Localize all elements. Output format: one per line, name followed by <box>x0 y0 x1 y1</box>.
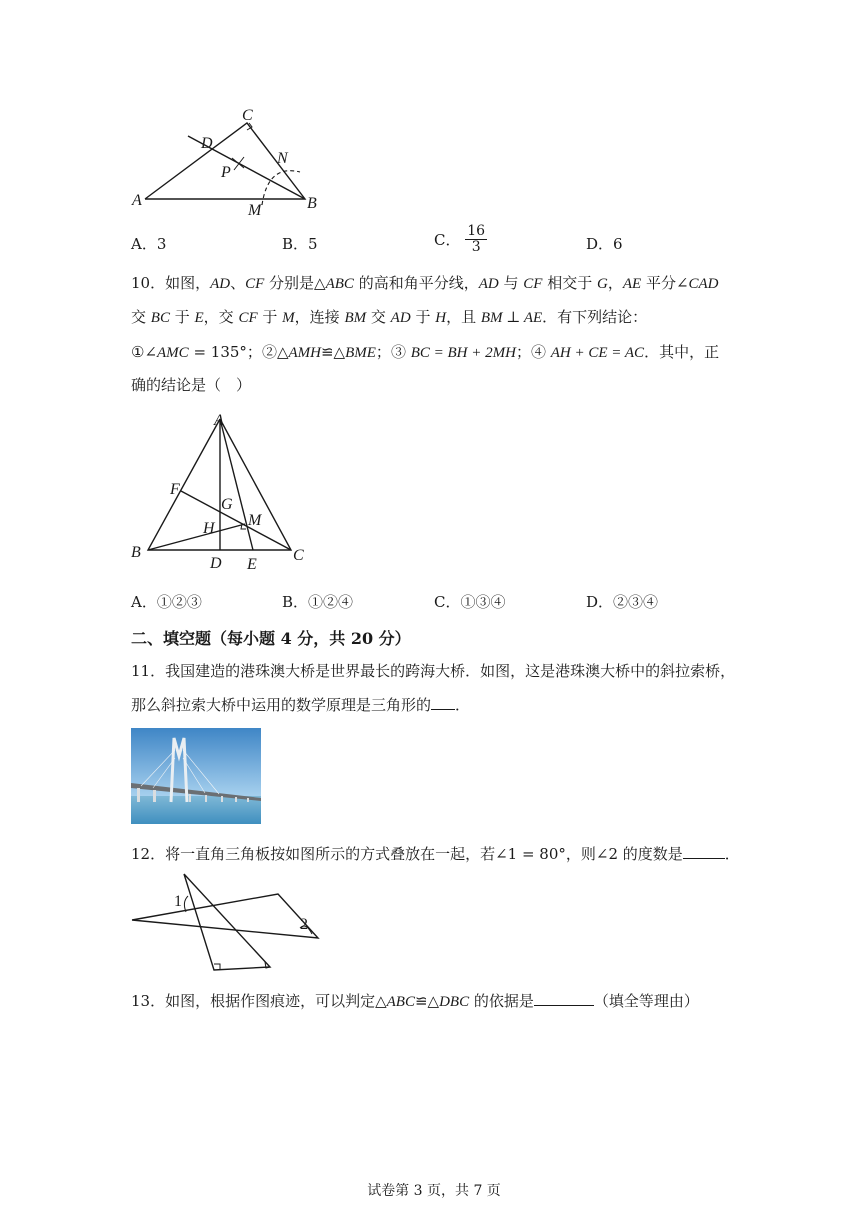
bridge-photo <box>131 728 261 824</box>
q10-line1: 10．如图，AD、CF 分别是△ABC 的高和角平分线，AD 与 CF 相交于 G，AE 平分∠CAD <box>131 274 719 292</box>
q13-answer-blank[interactable] <box>534 1004 594 1006</box>
q9-option-d[interactable]: D．6 <box>586 235 623 253</box>
q9-fraction: $\frac{16}{3}$ <box>467 223 486 255</box>
q10-option-a[interactable]: A．①②③ <box>131 593 202 611</box>
q11-line2: 那么斜拉索大桥中运用的数学原理是三角形的 ． <box>131 696 471 714</box>
q9-label-p: P <box>221 164 231 181</box>
q10-option-d[interactable]: D．②③④ <box>586 593 659 611</box>
q9-figure <box>128 102 328 222</box>
q11-line1: 11．我国建造的港珠澳大桥是世界最长的跨海大桥．如图，这是港珠澳大桥中的斜拉索桥， <box>131 662 736 680</box>
q9-option-c[interactable]: C． $\frac{16}{3}$ <box>434 223 486 255</box>
q9-label-m: M <box>248 202 262 219</box>
q9-label-n: N <box>277 150 288 167</box>
section-heading: 二、填空题（每小题 4 分，共 20 分） <box>131 629 411 648</box>
q10-label-f: F <box>170 481 180 498</box>
q10-label-m: M <box>248 512 262 529</box>
q13-line: 13．如图，根据作图痕迹，可以判定△ABC≌△DBC 的依据是 （填全等理由） <box>131 992 699 1010</box>
q12-label-1: 1 <box>174 893 182 910</box>
page-footer: 试卷第 3 页，共 7 页 <box>367 1183 501 1199</box>
q12-answer-blank[interactable] <box>683 857 725 859</box>
q9-label-c: C <box>242 107 253 124</box>
q9-label-a: A <box>132 192 142 209</box>
q9-option-b[interactable]: B．5 <box>282 235 318 253</box>
q11-answer-blank[interactable] <box>431 708 455 710</box>
q10-line4: 确的结论是（ ） <box>131 376 252 394</box>
q9-options <box>131 224 691 264</box>
q10-line3: ①∠AMC = 135°；②△AMH≌△BME；③ BC = BH + 2MH；④ AH + CE = AC．其中，正 <box>131 343 720 361</box>
q10-label-b: B <box>131 544 141 561</box>
q10-figure <box>126 405 316 575</box>
q10-label-d: D <box>210 555 222 572</box>
q10-label-a: A <box>214 412 224 429</box>
q9-label-d: D <box>201 135 213 152</box>
q10-label-c: C <box>293 547 304 564</box>
q10-option-b[interactable]: B．①②④ <box>282 593 354 611</box>
q12-figure <box>128 866 323 978</box>
q10-option-c[interactable]: C．①③④ <box>434 593 506 611</box>
q9-option-a[interactable]: A．3 <box>131 235 167 253</box>
q9-label-b: B <box>307 195 317 212</box>
q10-label-g: G <box>221 496 233 513</box>
q12-label-2: 2 <box>300 916 308 933</box>
q10-line2: 交 BC 于 E，交 CF 于 M，连接 BM 交 AD 于 H，且 BM ⊥ AE．有下列结论： <box>131 308 648 326</box>
q10-label-e: E <box>247 556 257 573</box>
q12-line: 12．将一直角三角板按如图所示的方式叠放在一起，若∠1 = 80°，则∠2 的度数是 ． <box>131 845 740 863</box>
q10-label-h: H <box>203 520 215 537</box>
q10-options <box>131 591 691 613</box>
